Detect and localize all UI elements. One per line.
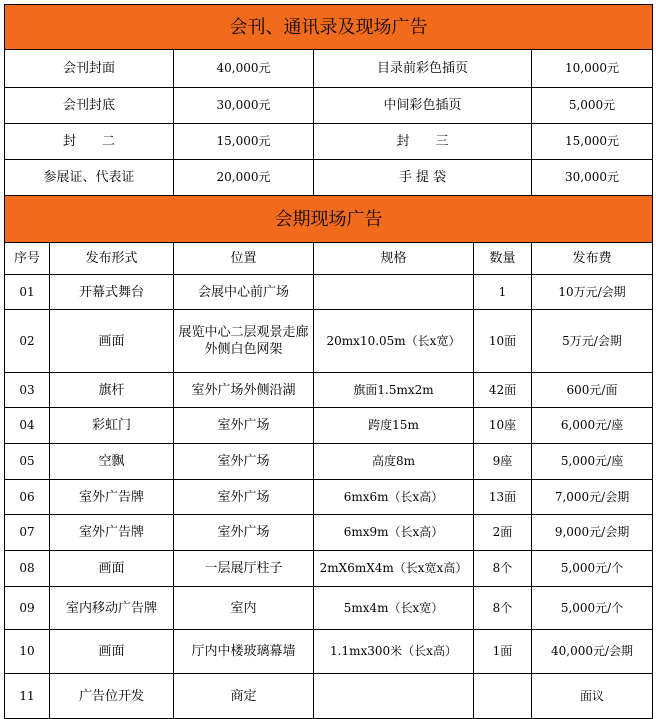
cell-spec: 高度8m (314, 444, 474, 480)
cell-location: 室外广场 (174, 515, 314, 551)
cell-fee: 9,000元/会期 (532, 515, 653, 551)
cell-qty: 13面 (474, 480, 532, 515)
cell-no: 03 (5, 373, 50, 408)
cell-qty: 9座 (474, 444, 532, 480)
cell-location: 厅内中楼玻璃幕墙 (174, 630, 314, 674)
cell-form: 画面 (50, 310, 174, 373)
section1-title: 会刊、通讯录及现场广告 (5, 5, 653, 50)
cell-no: 11 (5, 674, 50, 719)
cell-form: 室外广告牌 (50, 480, 174, 515)
table-row (5, 587, 653, 630)
cell-form: 室外广告牌 (50, 515, 174, 551)
cell-location: 一层展厅柱子 (174, 551, 314, 587)
table-row (5, 444, 653, 480)
cell-fee: 5,000元/个 (532, 551, 653, 587)
price-right: 5,000元 (532, 88, 653, 124)
price-row (5, 88, 653, 124)
table-row (5, 515, 653, 551)
table-row (5, 408, 653, 444)
header-row (5, 243, 653, 275)
header-form: 发布形式 (50, 243, 174, 275)
cell-form: 画面 (50, 551, 174, 587)
cell-spec (314, 275, 474, 310)
cell-no: 01 (5, 275, 50, 310)
cell-location: 室外广场 (174, 480, 314, 515)
cell-no: 07 (5, 515, 50, 551)
cell-location: 商定 (174, 674, 314, 719)
cell-fee: 5万元/会期 (532, 310, 653, 373)
table-row (5, 480, 653, 515)
cell-qty: 1面 (474, 630, 532, 674)
cell-location: 室内 (174, 587, 314, 630)
item-right: 中间彩色插页 (314, 88, 532, 124)
cell-form: 彩虹门 (50, 408, 174, 444)
cell-spec: 6mx9m（长x高） (314, 515, 474, 551)
cell-no: 09 (5, 587, 50, 630)
cell-fee: 7,000元/会期 (532, 480, 653, 515)
cell-location: 室外广场 (174, 444, 314, 480)
cell-form: 广告位开发 (50, 674, 174, 719)
cell-fee: 40,000元/会期 (532, 630, 653, 674)
cell-spec: 1.1mx300米（长x高） (314, 630, 474, 674)
cell-qty: 1 (474, 275, 532, 310)
cell-qty: 10面 (474, 310, 532, 373)
cell-qty: 8个 (474, 551, 532, 587)
header-location: 位置 (174, 243, 314, 275)
cell-no: 05 (5, 444, 50, 480)
table-row (5, 310, 653, 373)
cell-spec: 旗面1.5mx2m (314, 373, 474, 408)
cell-location: 室外广场 (174, 408, 314, 444)
cell-fee: 10万元/会期 (532, 275, 653, 310)
header-spec: 规格 (314, 243, 474, 275)
ad-pricing-table (4, 4, 653, 719)
cell-no: 02 (5, 310, 50, 373)
cell-form: 旗杆 (50, 373, 174, 408)
cell-spec: 5mx4m（长x宽） (314, 587, 474, 630)
cell-form: 画面 (50, 630, 174, 674)
cell-spec: 2mX6mX4m（长x宽x高） (314, 551, 474, 587)
price-right: 15,000元 (532, 124, 653, 160)
price-left: 40,000元 (174, 50, 314, 88)
price-left: 15,000元 (174, 124, 314, 160)
price-right: 10,000元 (532, 50, 653, 88)
cell-no: 04 (5, 408, 50, 444)
table-row (5, 373, 653, 408)
price-left: 20,000元 (174, 160, 314, 196)
price-right: 30,000元 (532, 160, 653, 196)
cell-spec: 20mx10.05m（长x宽） (314, 310, 474, 373)
item-left: 会刊封面 (5, 50, 174, 88)
price-row (5, 124, 653, 160)
cell-no: 06 (5, 480, 50, 515)
item-right: 封 三 (314, 124, 532, 160)
cell-location: 会展中心前广场 (174, 275, 314, 310)
cell-no: 10 (5, 630, 50, 674)
header-qty: 数量 (474, 243, 532, 275)
cell-location: 展览中心二层观景走廊外侧白色网架 (174, 310, 314, 373)
table-row (5, 551, 653, 587)
cell-qty (474, 674, 532, 719)
item-left: 封 二 (5, 124, 174, 160)
cell-form: 空飘 (50, 444, 174, 480)
cell-fee: 5,000元/座 (532, 444, 653, 480)
cell-qty: 42面 (474, 373, 532, 408)
cell-location: 室外广场外侧沿湖 (174, 373, 314, 408)
cell-fee: 5,000元/个 (532, 587, 653, 630)
header-fee: 发布费 (532, 243, 653, 275)
price-left: 30,000元 (174, 88, 314, 124)
table-row (5, 674, 653, 719)
cell-qty: 8个 (474, 587, 532, 630)
section2-title: 会期现场广告 (5, 196, 653, 243)
price-row (5, 160, 653, 196)
header-no: 序号 (5, 243, 50, 275)
price-row (5, 50, 653, 88)
item-left: 参展证、代表证 (5, 160, 174, 196)
cell-fee: 面议 (532, 674, 653, 719)
cell-form: 室内移动广告牌 (50, 587, 174, 630)
cell-no: 08 (5, 551, 50, 587)
cell-fee: 600元/面 (532, 373, 653, 408)
cell-qty: 2面 (474, 515, 532, 551)
item-left: 会刊封底 (5, 88, 174, 124)
cell-spec: 跨度15m (314, 408, 474, 444)
table-row (5, 275, 653, 310)
item-right: 目录前彩色插页 (314, 50, 532, 88)
cell-form: 开幕式舞台 (50, 275, 174, 310)
table-row (5, 630, 653, 674)
item-right: 手 提 袋 (314, 160, 532, 196)
cell-qty: 10座 (474, 408, 532, 444)
cell-spec: 6mx6m（长x高） (314, 480, 474, 515)
cell-spec (314, 674, 474, 719)
cell-fee: 6,000元/座 (532, 408, 653, 444)
